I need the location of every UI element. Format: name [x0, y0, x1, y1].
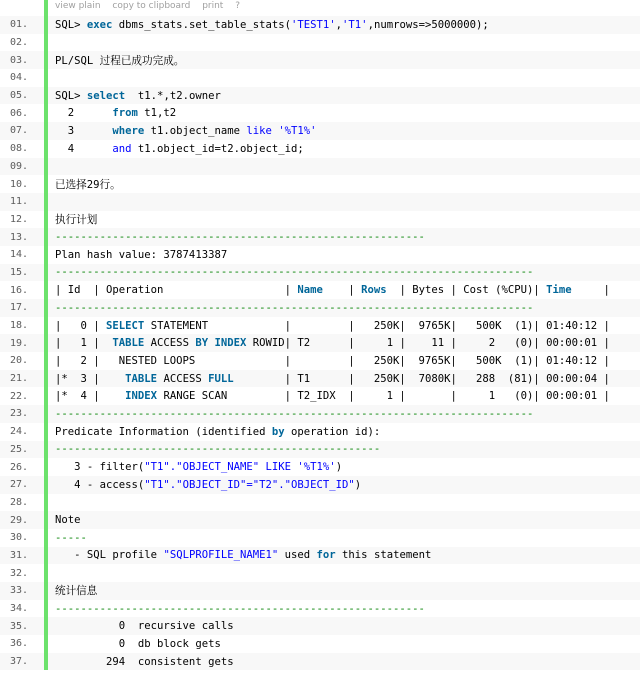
code-token: Time	[546, 284, 572, 297]
code-text	[48, 266, 533, 278]
code-text	[48, 443, 380, 455]
code-token: by	[271, 425, 285, 438]
code-token: operation id):	[284, 425, 381, 438]
code-token: SELECT	[106, 319, 145, 332]
code-token: | 1 |	[55, 337, 113, 350]
code-block	[0, 16, 640, 670]
code-line	[0, 211, 640, 229]
code-token: LIKE	[265, 461, 292, 474]
code-token: this statement	[335, 549, 432, 562]
code-token: "SQLPROFILE_NAME1"	[163, 549, 279, 562]
gutter-bar	[44, 69, 48, 87]
code-line	[0, 334, 640, 352]
code-line	[0, 494, 640, 512]
code-token: for	[316, 549, 336, 562]
code-line	[0, 511, 640, 529]
line-number: 05.	[10, 90, 29, 102]
code-text	[48, 514, 81, 526]
line-number: 12.	[10, 213, 29, 225]
code-text	[48, 249, 227, 261]
code-text	[48, 90, 221, 102]
code-token: | T1 | 250K| 7080K| 288 (81)| 00:00:04 |	[233, 372, 610, 385]
code-text	[48, 373, 610, 385]
code-text	[48, 603, 425, 615]
code-token: | Bytes | Cost (%CPU)|	[386, 284, 547, 297]
code-token: |	[322, 284, 362, 297]
toolbar-gutter-bar	[44, 0, 48, 16]
code-text	[48, 408, 533, 420]
code-token: "T1"."OBJECT_NAME"	[144, 461, 260, 474]
code-line	[0, 193, 640, 211]
code-line	[0, 87, 640, 105]
code-line	[0, 635, 640, 653]
gutter-bar	[44, 494, 48, 512]
gutter-bar	[44, 34, 48, 52]
code-text	[48, 143, 304, 155]
code-token: 执行计划	[55, 213, 98, 226]
code-token: 3 - filter(	[55, 461, 145, 474]
code-line	[0, 16, 640, 34]
line-number: 23.	[10, 408, 29, 420]
line-number: 03.	[10, 54, 29, 66]
code-token: )	[335, 461, 343, 474]
toolbar-links	[55, 1, 249, 11]
code-line	[0, 51, 640, 69]
code-line	[0, 246, 640, 264]
code-line	[0, 370, 640, 388]
code-token: like	[246, 124, 272, 137]
line-number: 32.	[10, 567, 29, 579]
code-token: 4 - access(	[55, 478, 145, 491]
code-token: |	[571, 284, 610, 297]
code-text	[48, 320, 610, 332]
code-token: BY	[195, 337, 209, 350]
code-line	[0, 387, 640, 405]
code-toolbar	[0, 0, 640, 16]
line-number: 04.	[10, 72, 29, 84]
code-line	[0, 228, 640, 246]
line-number: 33.	[10, 585, 29, 597]
code-line	[0, 653, 640, 671]
code-line	[0, 458, 640, 476]
code-token: - SQL profile	[55, 549, 164, 562]
line-number: 24.	[10, 426, 29, 438]
code-token: SQL>	[55, 18, 87, 31]
line-number: 35.	[10, 620, 29, 632]
code-token: ,numrows=>5000000);	[367, 18, 489, 31]
copy-to-clipboard-link[interactable]: copy to clipboard	[112, 1, 191, 11]
code-token: 0 db block gets	[55, 637, 221, 650]
line-number: 17.	[10, 302, 29, 314]
code-token: PL/SQL 过程已成功完成。	[55, 54, 185, 67]
code-token: Note	[55, 514, 81, 527]
code-token: 统计信息	[55, 585, 98, 598]
code-token: ,	[335, 18, 343, 31]
code-token: | 2 | NESTED LOOPS | | 250K| 9765K| 500K (1)| 01:40:12 |	[55, 354, 610, 367]
line-number: 27.	[10, 479, 29, 491]
code-line	[0, 405, 640, 423]
line-number: 21.	[10, 373, 29, 385]
code-text	[48, 355, 610, 367]
code-token: used	[278, 549, 317, 562]
code-token: TABLE	[125, 372, 158, 385]
code-text	[48, 125, 317, 137]
code-token: '%T1%'	[297, 461, 336, 474]
code-text	[48, 390, 610, 402]
code-line	[0, 69, 640, 87]
code-token: ---------------------------------------------------------------------------	[55, 407, 534, 420]
line-number: 09.	[10, 160, 29, 172]
code-line	[0, 423, 640, 441]
code-token: exec	[86, 18, 113, 31]
code-token: and	[112, 142, 132, 155]
gutter-bar	[44, 193, 48, 211]
code-token: 'TEST1'	[291, 18, 336, 31]
line-number: 11.	[10, 196, 29, 208]
code-text	[48, 284, 610, 296]
code-text	[48, 107, 176, 119]
code-token: t1.object_name	[144, 124, 247, 137]
code-text	[48, 461, 342, 473]
code-token: 294 consistent gets	[55, 655, 234, 668]
code-line	[0, 34, 640, 52]
code-text	[48, 532, 87, 544]
code-line	[0, 281, 640, 299]
code-text	[48, 212, 97, 227]
line-number: 26.	[10, 461, 29, 473]
line-number: 25.	[10, 443, 29, 455]
code-token: STATEMENT | | 250K| 9765K| 500K (1)| 01:40:12 |	[144, 319, 610, 332]
line-number: 19.	[10, 337, 29, 349]
code-token: ---------------------------------------------------------------------------	[55, 266, 534, 279]
code-text	[48, 177, 121, 192]
code-line	[0, 175, 640, 193]
code-text	[48, 583, 97, 598]
code-text	[48, 302, 533, 314]
code-token: 已选择29行。	[55, 178, 121, 191]
code-token: 4	[55, 142, 113, 155]
code-text	[48, 479, 361, 491]
code-token: ---------------------------------------------------	[55, 443, 381, 456]
code-line	[0, 140, 640, 158]
line-number: 20.	[10, 355, 29, 367]
toolbar-gutter	[0, 0, 44, 16]
code-token: INDEX	[214, 337, 247, 350]
code-line	[0, 476, 640, 494]
code-token: FULL	[208, 372, 234, 385]
code-line	[0, 617, 640, 635]
view-plain-link[interactable]: view plain	[55, 1, 101, 11]
code-line	[0, 104, 640, 122]
line-number: 29.	[10, 514, 29, 526]
code-token: ROWID| T2 | 1 | 11 | 2 (0)| 00:00:01 |	[246, 337, 610, 350]
line-number: 31.	[10, 549, 29, 561]
line-number: 18.	[10, 320, 29, 332]
code-token: dbms_stats.set_table_stats(	[112, 18, 291, 31]
line-number: 36.	[10, 638, 29, 650]
code-token: -----	[55, 531, 87, 544]
code-token: |* 4 |	[55, 390, 126, 403]
code-token: where	[112, 124, 145, 137]
code-line	[0, 352, 640, 370]
code-token: 'T1'	[342, 18, 368, 31]
line-number: 22.	[10, 390, 29, 402]
line-number: 16.	[10, 284, 29, 296]
code-text	[48, 53, 184, 68]
code-text	[48, 549, 431, 561]
code-token: 3	[55, 124, 113, 137]
line-number: 37.	[10, 656, 29, 668]
line-number: 34.	[10, 603, 29, 615]
help-link[interactable]: ?	[235, 1, 240, 11]
line-number: 28.	[10, 496, 29, 508]
code-text	[48, 638, 221, 650]
code-text	[48, 620, 234, 632]
line-number: 13.	[10, 231, 29, 243]
code-line	[0, 600, 640, 618]
code-token: INDEX	[125, 390, 158, 403]
line-number: 01.	[10, 19, 29, 31]
code-line	[0, 547, 640, 565]
code-line	[0, 317, 640, 335]
code-token: |* 3 |	[55, 372, 126, 385]
code-text	[48, 337, 610, 349]
code-token: Predicate Information (identified	[55, 425, 272, 438]
code-line	[0, 299, 640, 317]
code-text	[48, 19, 489, 31]
code-token: 2	[55, 107, 113, 120]
code-token: SQL>	[55, 89, 87, 102]
code-token: Rows	[361, 284, 387, 297]
code-token: "T1"."OBJECT_ID"="T2"."OBJECT_ID"	[144, 478, 355, 491]
code-token: select	[86, 89, 126, 102]
code-text	[48, 656, 234, 668]
code-line	[0, 158, 640, 176]
code-line	[0, 582, 640, 600]
code-line	[0, 264, 640, 282]
code-token: t1,t2	[137, 107, 177, 120]
code-line	[0, 441, 640, 459]
code-line	[0, 564, 640, 582]
code-token: )	[354, 478, 362, 491]
line-number: 02.	[10, 37, 29, 49]
line-number: 07.	[10, 125, 29, 137]
code-token: | 0 |	[55, 319, 107, 332]
code-token: from	[112, 107, 138, 120]
code-token: ----------------------------------------------------------	[55, 231, 425, 244]
code-token: TABLE	[112, 337, 145, 350]
line-number: 08.	[10, 143, 29, 155]
code-token: | Id | Operation |	[55, 284, 298, 297]
line-number: 14.	[10, 249, 29, 261]
code-token: t1.object_id=t2.object_id;	[131, 142, 304, 155]
code-token: ACCESS	[157, 372, 209, 385]
code-text	[48, 426, 380, 438]
code-token: Plan hash value: 3787413387	[55, 248, 228, 261]
code-token: RANGE SCAN | T2_IDX | 1 | | 1 (0)| 00:00:01 |	[157, 390, 610, 403]
code-line	[0, 122, 640, 140]
line-number: 15.	[10, 266, 29, 278]
code-text	[48, 231, 425, 243]
code-token: Name	[297, 284, 323, 297]
line-number: 10.	[10, 178, 29, 190]
line-number: 30.	[10, 532, 29, 544]
code-token: t1.*,t2.owner	[125, 89, 221, 102]
gutter-bar	[44, 564, 48, 582]
code-token: ---------------------------------------------------------------------------	[55, 301, 534, 314]
gutter-bar	[44, 158, 48, 176]
code-token: 0 recursive calls	[55, 620, 234, 633]
line-number: 06.	[10, 107, 29, 119]
code-line	[0, 529, 640, 547]
code-token: ACCESS	[144, 337, 196, 350]
print-link[interactable]: print	[202, 1, 224, 11]
code-token: ----------------------------------------------------------	[55, 602, 425, 615]
code-token: '%T1%'	[278, 124, 317, 137]
